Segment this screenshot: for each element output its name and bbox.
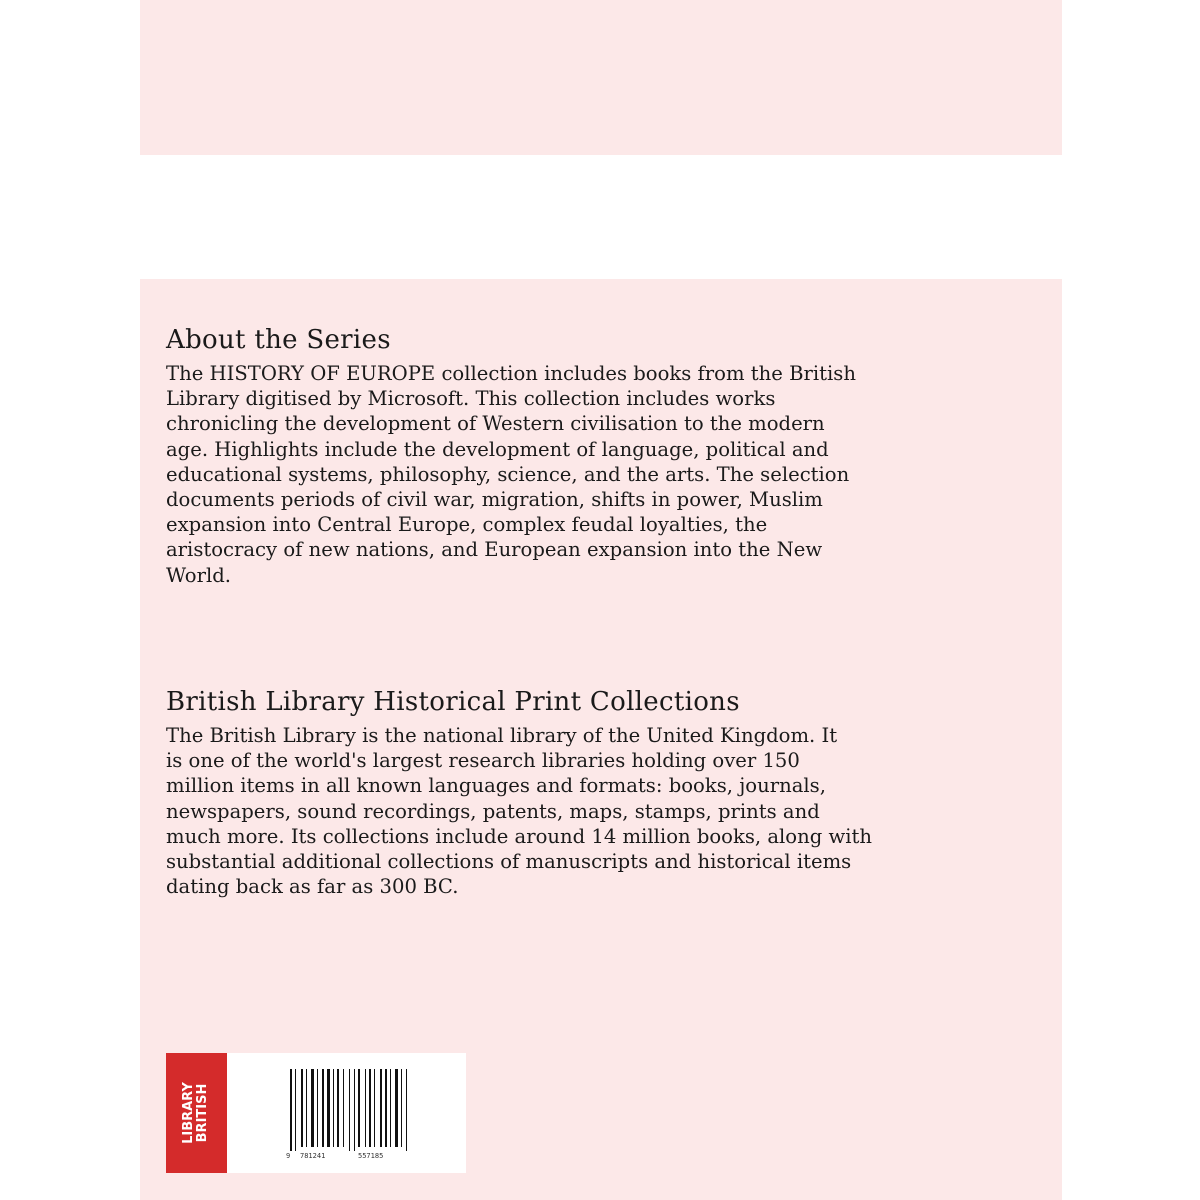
barcode-bar [343, 1069, 344, 1147]
barcode-bar [374, 1069, 375, 1147]
barcode-bar [295, 1069, 296, 1151]
barcode-bar [301, 1069, 303, 1147]
barcode-bars [290, 1069, 407, 1151]
barcode-bar [401, 1069, 402, 1147]
barcode-bar [390, 1069, 391, 1147]
barcode-bar [306, 1069, 307, 1147]
barcode-bar [337, 1069, 339, 1147]
barcode-bar [290, 1069, 292, 1151]
british-library-logo-text [182, 1082, 210, 1144]
barcode-bar [365, 1069, 366, 1147]
barcode-bar [311, 1069, 314, 1147]
british-library-heading: British Library Historical Print Collections [166, 687, 740, 717]
front-cover-panel [140, 0, 1062, 155]
barcode-bar [369, 1069, 371, 1147]
barcode-bar [322, 1069, 324, 1147]
barcode-box [166, 1053, 466, 1173]
british-library-text: The British Library is the national library of the United Kingdom. It is one of the world's largest research libraries holding over 150 million items in all known languages and formats: books, journals, newspapers, sound recordings, patents, maps, stamps, prints and much more. Its collections include around 14 million books, along with substantial additional collections of manuscripts and historical items dating back as far as 300 BC. [166, 724, 873, 899]
logo-line-british: BRITISH [195, 1083, 210, 1143]
isbn-barcode [286, 1069, 416, 1161]
barcode-bar [395, 1069, 398, 1147]
barcode-bar [349, 1069, 350, 1151]
barcode-digits-mid: 781241 [300, 1152, 326, 1160]
logo-line-library: LIBRARY [181, 1082, 196, 1144]
barcode-bar [406, 1069, 407, 1151]
barcode-bar [354, 1069, 355, 1151]
about-series-heading: About the Series [166, 325, 391, 355]
about-series-section [166, 323, 1026, 588]
barcode-bar [380, 1069, 382, 1147]
barcode-bar [317, 1069, 318, 1147]
barcode-digits-right: 557185 [358, 1152, 384, 1160]
barcode-digit-left: 9 [286, 1152, 291, 1160]
about-series-text: The HISTORY OF EUROPE collection includes books from the British Library digitised by Microsoft. This collection includes works chronicling the development of Western civilisation to the modern age. Highlights include the development of language, political and educational systems, philosophy, science, and the arts. The selection documents periods of civil war, migration, shifts in power, Muslim expansion into Central Europe, complex feudal loyalties, the aristocracy of new nations, and European expansion into the New World. [166, 362, 856, 587]
barcode-bar [333, 1069, 334, 1147]
british-library-logo [166, 1053, 227, 1173]
back-cover-panel [140, 279, 1062, 1200]
british-library-section [166, 685, 1026, 899]
barcode-bar [385, 1069, 387, 1147]
barcode-bar [358, 1069, 360, 1147]
barcode-bar [327, 1069, 330, 1147]
